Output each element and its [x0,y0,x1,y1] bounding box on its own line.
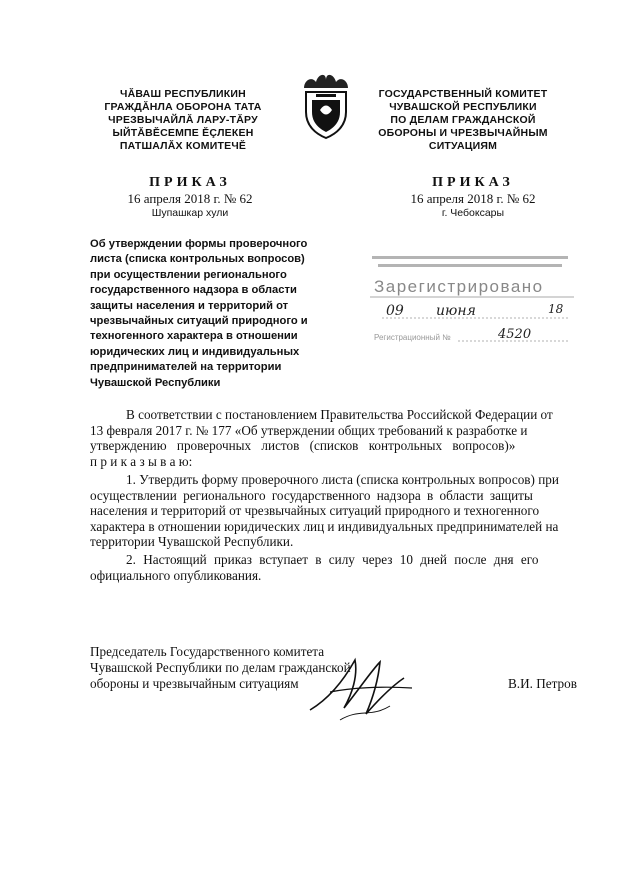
item-2-paragraph [90,552,582,583]
order-place: Шупашкар хули [151,207,229,219]
body-line: п р и к а з ы в а ю: [90,453,193,469]
order-date: 16 апреля 2018 г. № 62 [410,191,536,206]
header-left-line: ГРАЖДĂНЛА ОБОРОНА ТАТА [104,101,262,113]
order-right-block [378,175,568,220]
order-title: ПРИКАЗ [149,175,231,190]
signer-title-line: обороны и чрезвычайным ситуациям [90,676,299,691]
header-left-chuvash [88,88,278,153]
body-line: 13 февраля 2017 г. № 177 «Об утверждении общих требований к разработке и [90,422,528,438]
signer-title-line: Чувашской Республики по делам гражданской [90,660,351,675]
signer-name: В.И. Петров [508,676,577,691]
header-left-line: ЫЙТĂВĔСЕМПЕ ĔÇЛЕКЕН [112,127,254,139]
subject-line: чрезвычайных ситуаций природного и [90,315,308,328]
body-line: населения и территорий от чрезвычайных ситуаций природного и техногенного [90,503,540,519]
header-right-line: ЧУВАШСКОЙ РЕСПУБЛИКИ [389,101,537,113]
registration-stamp [368,250,578,345]
body-line: 2. Настоящий приказ вступает в силу через 10 дней после дня его [126,552,539,567]
header-right-line: ПО ДЕЛАМ ГРАЖДАНСКОЙ [390,114,536,126]
subject-line: при осуществлении регионального [90,268,287,281]
subject-line: юридических лиц и индивидуальных [90,345,300,358]
stamp-date-year: 18 [548,302,564,316]
subject-line: предпринимателей на территории [90,361,282,374]
subject-line: государственного надзора в области [90,284,297,297]
header-right-line: ГОСУДАРСТВЕННЫЙ КОМИТЕТ [378,88,548,100]
order-left-block [110,175,270,220]
stamp-reg-label: Регистрационный № [374,333,451,342]
subject-line: Чувашской Республики [90,376,221,389]
stamp-date-day: 09 [386,303,404,319]
coat-of-arms-emblem [296,70,356,140]
order-title: ПРИКАЗ [432,175,514,190]
subject-line: Об утверждении формы проверочного [90,238,308,250]
header-right-line: СИТУАЦИЯМ [428,140,498,152]
signer-title-line: Председатель Государственного комитета [90,644,325,659]
order-place: г. Чебоксары [441,207,505,219]
body-line: территории Чувашской Республики. [90,534,294,550]
subject-line: листа (списка контрольных вопросов) [90,253,305,266]
header-left-line: ПАТШАЛĂХ КОМИТЕЧĔ [119,140,247,152]
body-line: утверждению проверочных листов (списков контрольных вопросов)» [90,438,516,454]
order-subject [90,237,350,391]
body-line: В соответствии с постановлением Правительства Российской Федерации от [126,407,553,422]
header-right-russian [358,88,568,153]
header-right-line: ОБОРОНЫ И ЧРЕЗВЫЧАЙНЫМ [378,127,548,139]
body-line: характера в отношении юридических лиц и индивидуальных предпринимателей на [90,518,559,534]
order-date: 16 апреля 2018 г. № 62 [127,191,253,206]
body-line: 1. Утвердить форму проверочного листа (списка контрольных вопросов) при [126,472,559,487]
body-line: официального опубликования. [90,567,262,583]
header-left-line: ЧРЕЗВЫЧАЙЛĂ ЛАРУ-ТĂРУ [108,114,258,126]
intro-paragraph [90,407,582,469]
stamp-registered-text: Зарегистрировано [374,277,544,296]
subject-line: техногенного характера в отношении [90,330,298,343]
item-1-paragraph [90,472,582,550]
subject-line: защиты населения и территорий от [90,299,289,312]
stamp-date-month: июня [436,303,476,319]
handwritten-signature [300,648,420,728]
body-line: осуществлении регионального государственного надзора в области защиты [90,487,533,503]
header-left-line: ЧĂВАШ РЕСПУБЛИКИН [120,88,246,100]
stamp-reg-number: 4520 [498,327,532,342]
